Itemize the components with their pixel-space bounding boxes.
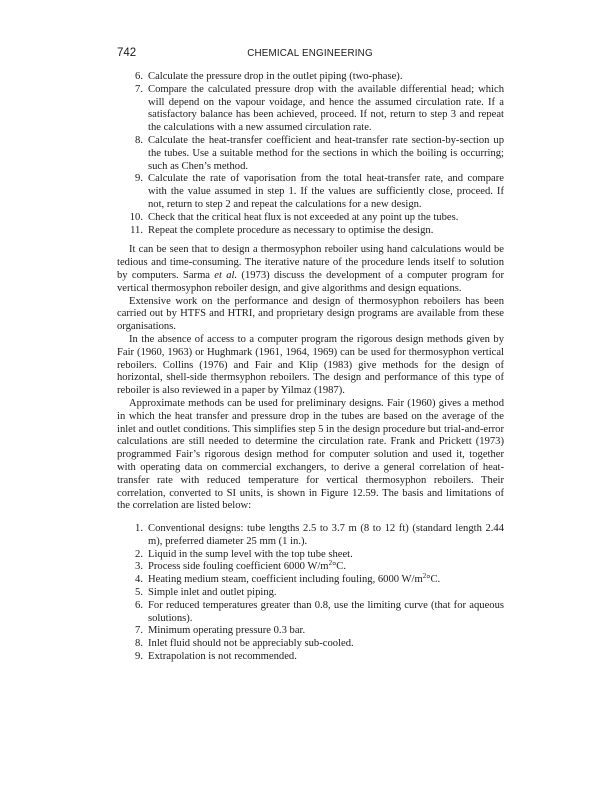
limit-text: Inlet fluid should not be appreciably sub-cooled.: [148, 638, 354, 650]
limit-number: 3.: [135, 561, 143, 573]
list-item: [117, 574, 504, 587]
limit-number: 2.: [135, 548, 143, 560]
list-item: [117, 173, 504, 211]
list-item: [117, 600, 504, 626]
list-item: [117, 71, 504, 84]
list-item: [117, 638, 504, 651]
limit-number: 7.: [135, 625, 143, 637]
limit-text: °C.: [332, 561, 347, 573]
list-item: [117, 549, 504, 562]
list-item: [117, 212, 504, 225]
step-text: Check that the critical heat flux is not exceeded at any point up the tubes.: [148, 211, 459, 223]
list-item: [117, 625, 504, 638]
limit-text: Minimum operating pressure 0.3 bar.: [148, 625, 306, 637]
step-number: 9.: [135, 173, 143, 185]
list-item: [117, 651, 504, 664]
procedure-steps-list: [117, 71, 504, 237]
paragraph-rigorous-methods: In the absence of access to a computer program the rigorous design methods given by Fair (1960, 1963) or Hughmark (1961, 1964, 1969) can be used for thermosyphon vertical reboilers. Collins (1976) and Fair and Klip (1983) give methods for the design of horizontal, shell-side thermsyphon reboilers. The design and performance of this type of reboiler is also reviewed in a paper by Yilmaz (1987).: [117, 333, 504, 397]
correlation-limits-list: [117, 523, 504, 664]
limit-text: Conventional designs: tube lengths 2.5 to 3.7 m (8 to 12 ft) (standard length 2.44 m), preferred diameter 25 mm (1 in.).: [148, 523, 504, 547]
paragraph-computer-design: [117, 244, 504, 295]
limit-text: °C.: [426, 574, 441, 586]
step-text: Calculate the rate of vaporisation from the total heat-transfer rate, and compare with the value assumed in step 1. If the values are sufficiently close, proceed. If not, return to step 2 and repeat the calculations for a new design.: [148, 173, 504, 210]
list-item: [117, 225, 504, 238]
limit-number: 1.: [135, 523, 143, 535]
limit-text: For reduced temperatures greater than 0.8, use the limiting curve (that for aqueous solutions).: [148, 599, 504, 624]
list-item: [117, 523, 504, 549]
limit-number: 4.: [135, 574, 143, 586]
limit-text: Extrapolation is not recommended.: [148, 651, 297, 663]
paragraph-text: It can be seen that to design a thermosyphon reboiler using hand calculations would be tedious and time-consuming. The iterative nature of the procedure lends itself to solution by computers. Sarma: [117, 244, 504, 281]
running-title: CHEMICAL ENGINEERING: [247, 48, 373, 59]
list-item: [117, 587, 504, 600]
page-body: [117, 71, 504, 664]
limit-number: 9.: [135, 651, 143, 663]
limit-text: Liquid in the sump level with the top tube sheet.: [148, 548, 353, 560]
superscript: 2: [328, 559, 333, 568]
limit-text: Heating medium steam, coefficient including fouling, 6000 W/m: [148, 574, 423, 586]
list-item: [117, 84, 504, 135]
paragraph-htfs-htri: Extensive work on the performance and design of thermosyphon reboilers has been carried out by HTFS and HTRI, and proprietary design programs are available from these organisations.: [117, 295, 504, 333]
list-item: [117, 135, 504, 173]
superscript: 2: [422, 572, 427, 581]
limit-text: Process side fouling coefficient 6000 W/m: [148, 561, 329, 573]
step-number: 11.: [130, 224, 143, 236]
step-number: 10.: [129, 211, 143, 223]
limit-number: 6.: [135, 599, 143, 611]
step-number: 7.: [135, 83, 143, 95]
limit-number: 5.: [135, 587, 143, 599]
paragraph-text: (1973) discuss the development of a computer program for vertical thermosyphon reboiler design, and give algorithms and design equations.: [117, 269, 504, 294]
step-number: 8.: [135, 134, 143, 146]
list-item: [117, 561, 504, 574]
step-text: Compare the calculated pressure drop with the available differential head; which will depend on the vapour voidage, and hence the assumed circulation rate. If a satisfactory balance has been achieved, proceed. If not, return to step 3 and repeat the calculations with a new assumed circulation rate.: [148, 83, 504, 134]
limit-text: Simple inlet and outlet piping.: [148, 587, 277, 599]
running-header: [117, 47, 503, 61]
step-number: 6.: [135, 71, 143, 82]
limit-number: 8.: [135, 638, 143, 650]
paragraph-approximate-methods: Approximate methods can be used for preliminary designs. Fair (1960) gives a method in which the heat transfer and pressure drop in the tubes are based on the average of the inlet and outlet conditions. This simplifies step 5 in the design procedure but trial-and-error calculations are still needed to determine the circulation rate. Frank and Prickett (1973) programmed Fair’s rigorous design method for computer solution and used it, together with operating data on commercial exchangers, to derive a general correlation of heat-transfer rate with reduced temperature for vertical thermosyphon reboilers. Their correlation, converted to SI units, is shown in Figure 12.59. The basis and limitations of the correlation are listed below:: [117, 397, 504, 512]
step-text: Calculate the pressure drop in the outlet piping (two-phase).: [148, 71, 403, 82]
step-text: Calculate the heat-transfer coefficient and heat-transfer rate section-by-section up the tubes. Use a suitable method for the sections in which the boiling is occurring; such as Chen’s method.: [148, 134, 504, 172]
page-number: 742: [117, 47, 137, 59]
step-text: Repeat the complete procedure as necessary to optimise the design.: [148, 224, 434, 236]
et-al-italic: et al.: [214, 269, 238, 281]
